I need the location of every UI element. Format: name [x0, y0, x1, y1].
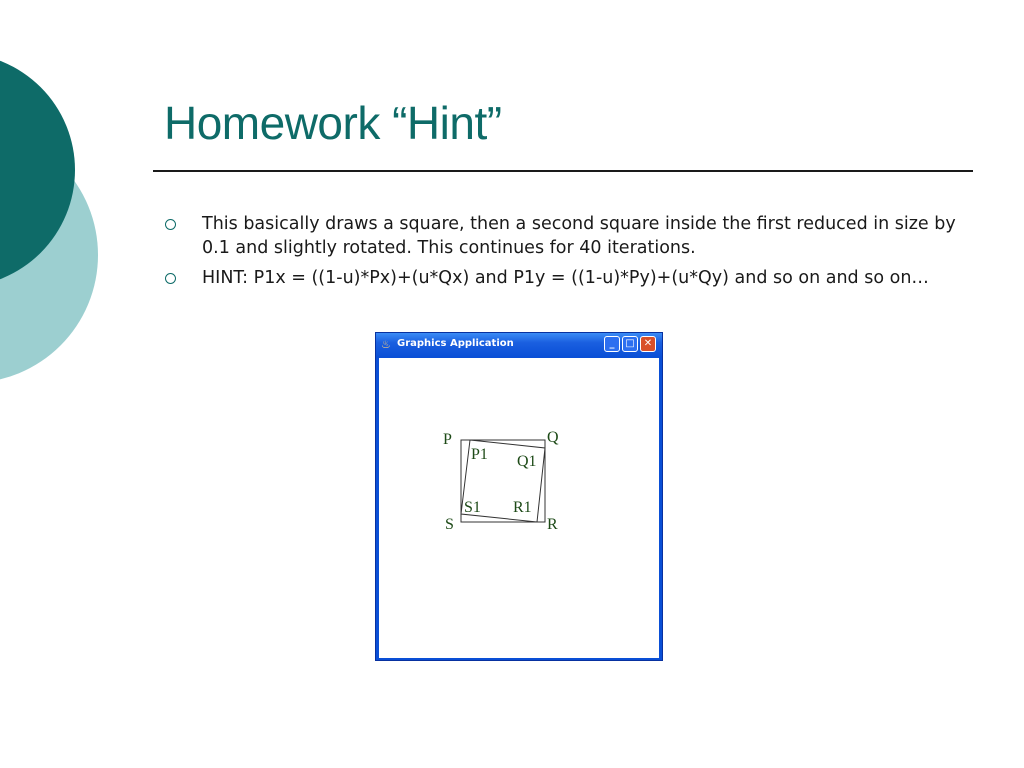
graphics-application-window — [375, 332, 663, 661]
close-icon: ✕ — [643, 338, 653, 349]
squares-diagram — [379, 358, 659, 658]
java-cup-icon: ♨ — [381, 338, 391, 351]
label-p: P — [443, 431, 452, 448]
maximize-icon: □ — [625, 338, 635, 349]
bullet-item — [165, 212, 965, 260]
label-r: R — [547, 516, 558, 533]
drawing-canvas — [379, 358, 659, 658]
close-button[interactable] — [640, 336, 656, 352]
minimize-button[interactable] — [604, 336, 620, 352]
label-q1: Q1 — [517, 453, 537, 470]
maximize-button[interactable] — [622, 336, 638, 352]
bullet-text: HINT: P1x = ((1-u)*Px)+(u*Qx) and P1y = ((1-u)*Py)+(u*Qy) and so on and so on… — [202, 268, 929, 288]
slide-title: Homework “Hint” — [164, 97, 502, 149]
window-titlebar[interactable] — [376, 333, 662, 357]
title-divider — [153, 170, 973, 172]
label-r1: R1 — [513, 499, 532, 516]
window-title: Graphics Application — [397, 338, 514, 349]
minimize-icon: _ — [609, 338, 615, 349]
bullet-list — [165, 212, 965, 296]
hollow-circle-bullet-icon — [165, 273, 176, 284]
label-p1: P1 — [471, 446, 488, 463]
hollow-circle-bullet-icon — [165, 219, 176, 230]
label-s1: S1 — [464, 499, 481, 516]
label-s: S — [445, 516, 454, 533]
decorative-circles — [0, 0, 110, 400]
bullet-text: This basically draws a square, then a second square inside the first reduced in size by 0.1 and slightly rotated. This continues for 40 iterations. — [202, 214, 956, 258]
bullet-item — [165, 266, 965, 290]
label-q: Q — [547, 429, 559, 446]
